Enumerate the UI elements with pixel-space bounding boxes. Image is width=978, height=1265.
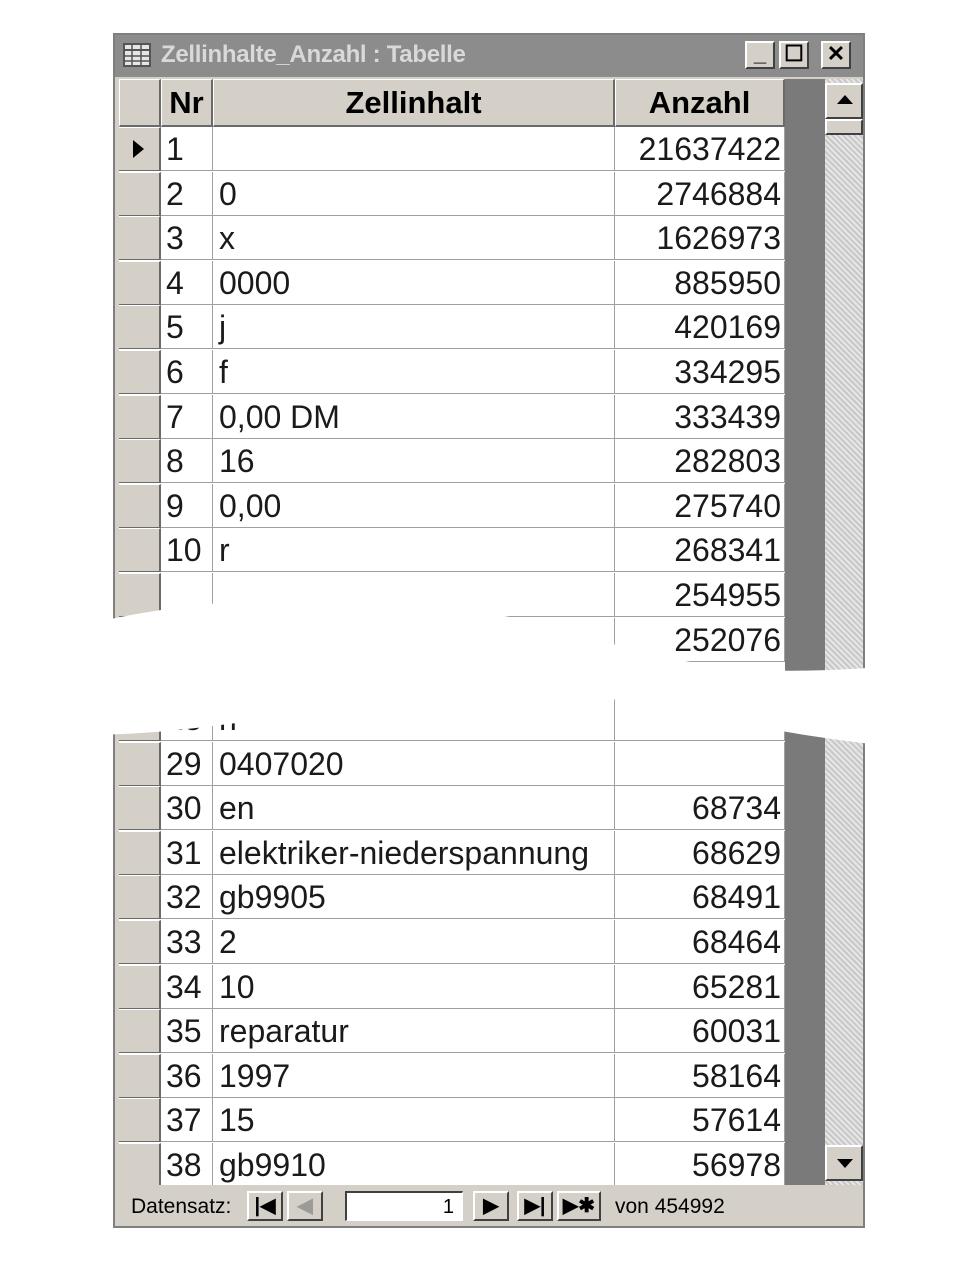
row-selector[interactable] [119, 127, 161, 171]
row-selector[interactable] [119, 1054, 161, 1098]
select-all-corner[interactable] [119, 79, 161, 127]
table-row[interactable] [119, 1009, 785, 1054]
scrollbar-thumb[interactable] [825, 119, 863, 135]
row-selector[interactable] [119, 831, 161, 875]
cell-nr[interactable]: 1 [161, 127, 213, 171]
cell-anzahl[interactable]: 2746884 [615, 172, 785, 216]
cell-zellinhalt[interactable]: r [213, 528, 615, 572]
cell-anzahl[interactable]: 254955 [615, 573, 785, 617]
table-row[interactable] [119, 1143, 785, 1185]
table-row[interactable] [119, 786, 785, 831]
next-record-button[interactable]: ▶ [473, 1191, 509, 1221]
new-record-button[interactable]: ▶✱ [557, 1191, 601, 1221]
cell-anzahl[interactable]: 57614 [615, 1098, 785, 1142]
cell-anzahl[interactable]: 252076 [615, 618, 785, 662]
cell-zellinhalt[interactable]: 0407020 [213, 742, 615, 786]
row-selector[interactable] [119, 1009, 161, 1053]
current-record-field[interactable]: 1 [345, 1191, 463, 1221]
table-row[interactable] [119, 395, 785, 440]
cell-nr[interactable]: 10 [161, 528, 213, 572]
cell-anzahl[interactable]: 58164 [615, 1054, 785, 1098]
cell-anzahl[interactable]: 268341 [615, 528, 785, 572]
table-row[interactable] [119, 920, 785, 965]
row-selector[interactable] [119, 875, 161, 919]
cell-anzahl[interactable]: 333439 [615, 395, 785, 439]
row-selector[interactable] [119, 172, 161, 216]
record-navigation-bar [115, 1187, 863, 1226]
table-row[interactable] [119, 439, 785, 484]
break-mark [85, 585, 978, 785]
cell-nr[interactable]: 2 [161, 172, 213, 216]
cell-zellinhalt[interactable]: 2 [213, 920, 615, 964]
cell-anzahl[interactable]: 65281 [615, 965, 785, 1009]
cell-nr[interactable]: 31 [161, 831, 213, 875]
record-count: von 454992 [615, 1195, 725, 1218]
record-label: Datensatz: [131, 1195, 232, 1218]
title-bar[interactable] [115, 35, 863, 77]
column-header-row [119, 79, 785, 127]
table-row[interactable] [119, 875, 785, 920]
table-window [113, 33, 865, 1228]
cell-zellinhalt[interactable]: 0,00 DM [213, 395, 615, 439]
column-header-zellinhalt[interactable]: Zellinhalt [213, 79, 615, 127]
row-selector[interactable] [119, 965, 161, 1009]
last-record-button[interactable]: ▶| [517, 1191, 553, 1221]
row-selector[interactable] [119, 1143, 161, 1185]
cell-nr[interactable]: 37 [161, 1098, 213, 1142]
table-row[interactable] [119, 831, 785, 876]
cell-zellinhalt[interactable]: reparatur [213, 1009, 615, 1053]
cell-nr[interactable]: 8 [161, 439, 213, 483]
row-selector[interactable] [119, 786, 161, 830]
row-selector[interactable] [119, 350, 161, 394]
cell-anzahl[interactable]: 334295 [615, 350, 785, 394]
cell-anzahl[interactable]: 68629 [615, 831, 785, 875]
table-row[interactable] [119, 965, 785, 1010]
cell-anzahl[interactable]: 420169 [615, 305, 785, 349]
row-selector[interactable] [119, 484, 161, 528]
cell-anzahl[interactable]: 1626973 [615, 216, 785, 260]
cell-nr[interactable]: 9 [161, 484, 213, 528]
column-header-nr[interactable]: Nr [161, 79, 213, 127]
cell-nr[interactable]: 3 [161, 216, 213, 260]
close-button[interactable]: ✕ [821, 41, 851, 69]
cell-anzahl[interactable]: 21637422 [615, 127, 785, 171]
row-selector[interactable] [119, 216, 161, 260]
cell-zellinhalt[interactable]: 1997 [213, 1054, 615, 1098]
cell-anzahl[interactable]: 68734 [615, 786, 785, 830]
arrow-up-icon [837, 95, 853, 104]
row-selector[interactable] [119, 439, 161, 483]
cell-zellinhalt[interactable]: gb9905 [213, 875, 615, 919]
row-selector[interactable] [119, 528, 161, 572]
cell-zellinhalt[interactable]: 0000 [213, 261, 615, 305]
cell-zellinhalt[interactable]: elektriker-niederspannung [213, 831, 615, 875]
row-selector[interactable] [119, 1098, 161, 1142]
cell-zellinhalt[interactable]: en [213, 786, 615, 830]
cell-zellinhalt[interactable]: 0 [213, 172, 615, 216]
cell-nr[interactable]: 32 [161, 875, 213, 919]
cell-anzahl[interactable]: 282803 [615, 439, 785, 483]
table-row[interactable] [119, 1098, 785, 1143]
cell-zellinhalt[interactable]: f [213, 350, 615, 394]
cell-zellinhalt[interactable]: x [213, 216, 615, 260]
cell-nr[interactable]: 29 [161, 742, 213, 786]
cell-nr[interactable]: 35 [161, 1009, 213, 1053]
row-selector[interactable] [119, 395, 161, 439]
window-title: Zellinhalte_Anzahl : Tabelle [161, 41, 466, 68]
cell-zellinhalt[interactable]: gb9910 [213, 1143, 615, 1185]
table-row[interactable] [119, 350, 785, 395]
table-row[interactable] [119, 1054, 785, 1099]
cell-zellinhalt[interactable] [213, 127, 615, 171]
cell-zellinhalt[interactable]: 10 [213, 965, 615, 1009]
cell-anzahl[interactable]: 275740 [615, 484, 785, 528]
table-row[interactable] [119, 172, 785, 217]
cell-nr[interactable]: 6 [161, 350, 213, 394]
first-record-button[interactable]: |◀ [247, 1191, 283, 1221]
table-row[interactable] [119, 127, 785, 172]
table-row[interactable] [119, 528, 785, 573]
cell-nr[interactable]: 5 [161, 305, 213, 349]
cell-anzahl[interactable]: 68464 [615, 920, 785, 964]
cell-nr[interactable]: 36 [161, 1054, 213, 1098]
column-header-anzahl[interactable]: Anzahl [615, 79, 785, 127]
table-row[interactable] [119, 305, 785, 350]
row-selector[interactable] [119, 920, 161, 964]
cell-nr[interactable]: 38 [161, 1143, 213, 1185]
cell-zellinhalt[interactable]: 15 [213, 1098, 615, 1142]
table-row[interactable] [119, 261, 785, 306]
row-selector[interactable] [119, 261, 161, 305]
cell-anzahl[interactable]: 885950 [615, 261, 785, 305]
scroll-down-button[interactable] [825, 1145, 863, 1181]
cell-zellinhalt[interactable]: 0,00 [213, 484, 615, 528]
previous-record-button[interactable]: ◀ [287, 1191, 323, 1221]
cell-nr[interactable]: 4 [161, 261, 213, 305]
scroll-up-button[interactable] [825, 83, 863, 119]
arrow-down-icon [837, 1159, 853, 1168]
cell-anzahl[interactable]: 56978 [615, 1143, 785, 1185]
cell-nr[interactable]: 7 [161, 395, 213, 439]
minimize-button[interactable]: _ [745, 41, 775, 69]
cell-anzahl[interactable]: 60031 [615, 1009, 785, 1053]
current-row-indicator-icon [133, 140, 144, 158]
table-row[interactable] [119, 484, 785, 529]
maximize-button[interactable]: ☐ [779, 41, 809, 69]
cell-nr[interactable]: 34 [161, 965, 213, 1009]
table-icon [123, 43, 151, 67]
table-row[interactable] [119, 216, 785, 261]
row-selector[interactable] [119, 305, 161, 349]
cell-anzahl[interactable]: 68491 [615, 875, 785, 919]
cell-nr[interactable]: 30 [161, 786, 213, 830]
cell-zellinhalt[interactable]: 16 [213, 439, 615, 483]
cell-nr[interactable]: 33 [161, 920, 213, 964]
cell-zellinhalt[interactable]: j [213, 305, 615, 349]
